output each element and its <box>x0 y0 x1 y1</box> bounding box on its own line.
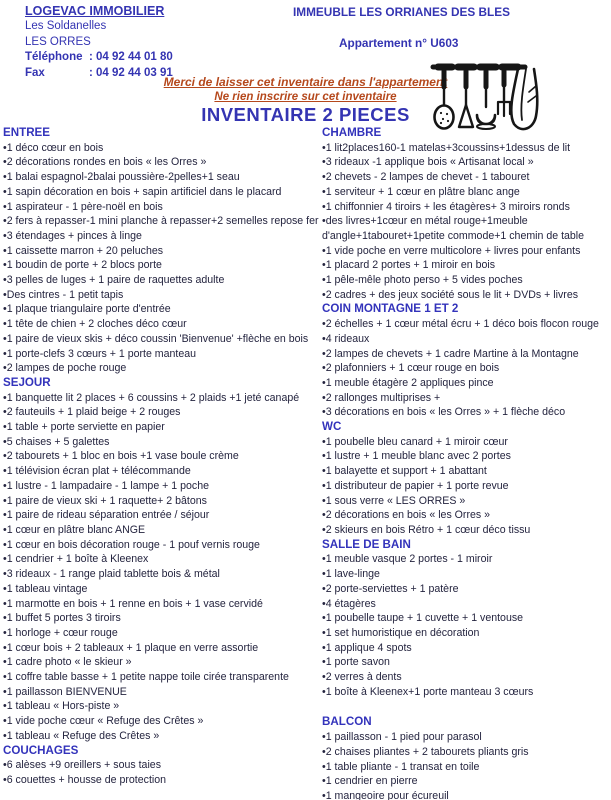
inventory-item: •1 paillasson - 1 pied pour parasol <box>322 731 482 744</box>
inventory-section <box>322 715 611 800</box>
inventory-item: •1 sapin décoration en bois + sapin artificiel dans le placard <box>3 185 282 198</box>
inventory-item: •1 placard 2 portes + 1 miroir en bois <box>322 259 496 272</box>
inventory-item: •1 caissette marron + 20 peluches <box>3 244 164 257</box>
address-line-2: LES ORRES <box>25 35 91 48</box>
inventory-item: •1 paire de rideau séparation entrée / séjour <box>3 509 210 522</box>
inventory-item: •4 étagères <box>322 597 376 610</box>
inventory-item: •2 lampes de chevets + 1 cadre Martine à la Montagne <box>322 347 579 360</box>
inventory-item: •1 paillasson BIENVENUE <box>3 685 127 698</box>
inventory-item: •1 lustre + 1 meuble blanc avec 2 portes <box>322 450 511 463</box>
inventory-item: •4 rideaux <box>322 332 370 345</box>
inventory-item: •1 applique 4 spots <box>322 641 412 654</box>
inventory-item: •1 distributeur de papier + 1 porte revue <box>322 479 509 492</box>
inventory-item: •3 rideaux - 1 range plaid tablette bois & métal <box>3 568 220 581</box>
building-name: IMMEUBLE LES ORRIANES DES BLES <box>293 5 510 19</box>
inventory-item: •1 meuble étagère 2 appliques pince <box>322 376 494 389</box>
inventory-item: •1 meuble vasque 2 portes - 1 miroir <box>322 553 493 566</box>
inventory-item: •1 cœur en plâtre blanc ANGE <box>3 523 146 536</box>
inventory-item: •1 chiffonnier 4 tiroirs + les étagères+ 3 miroirs ronds <box>322 200 570 213</box>
inventory-item: •1 paire de vieux skis + déco coussin 'Bienvenue' +flèche en bois <box>3 332 309 345</box>
address-line-1: Les Soldanelles <box>25 20 107 32</box>
inventory-item: •1 poubelle taupe + 1 cuvette + 1 ventouse <box>322 612 524 625</box>
inventory-item: •2 fers à repasser-1 mini planche à repasser+2 semelles repose fer <box>3 215 319 228</box>
inventory-item: •1 vide poche cœur « Refuge des Crêtes » <box>3 715 204 728</box>
inventory-item: •1 pêle-mêle photo perso + 5 vides poches <box>322 274 523 287</box>
page-title: INVENTAIRE 2 PIECES <box>201 104 410 125</box>
phone-label: Téléphone <box>25 51 83 63</box>
phone-line <box>25 50 173 66</box>
inventory-item: •2 fauteuils + 1 plaid beige + 2 rouges <box>3 406 181 419</box>
company-name: LOGEVAC IMMOBILIER <box>25 4 165 18</box>
inventory-item: •2 porte-serviettes + 1 patère <box>322 582 459 595</box>
inventory-section <box>322 302 611 420</box>
fax-value: : 04 92 44 03 91 <box>89 66 173 79</box>
inventory-item: •1 cœur en bois décoration rouge - 1 pouf vernis rouge <box>3 538 260 551</box>
inventory-item: •2 plafonniers + 1 cœur rouge en bois <box>322 362 500 375</box>
inventory-item: •1 porte-clefs 3 cœurs + 1 porte manteau <box>3 347 197 360</box>
inventory-item: •1 déco cœur en bois <box>3 141 104 154</box>
inventory-item: •2 verres à dents <box>322 671 402 684</box>
inventory-item: •5 chaises + 5 galettes <box>3 435 110 448</box>
inventory-item: •2 cadres + des jeux société sous le lit + DVDs + livres <box>322 288 579 301</box>
section-heading: WC <box>322 420 342 434</box>
inventory-item: •1 paire de vieux ski + 1 raquette+ 2 bâtons <box>3 494 207 507</box>
inventory-item: •1 serviteur + 1 cœur en plâtre blanc ange <box>322 185 520 198</box>
agency-header <box>25 3 173 81</box>
notice-line-1: Merci de laisser cet inventaire dans l'appartement <box>163 75 448 89</box>
notice-line-2: Ne rien inscrire sur cet inventaire <box>214 91 397 103</box>
section-heading: CHAMBRE <box>322 126 382 139</box>
inventory-section <box>322 538 611 700</box>
inventory-item: •1 poubelle bleu canard + 1 miroir cœur <box>322 435 508 448</box>
inventory-item: •1 cendrier + 1 boîte à Kleenex <box>3 553 149 566</box>
section-heading: ENTREE <box>3 126 51 139</box>
phone-value: : 04 92 44 01 80 <box>89 51 173 63</box>
inventory-item: •1 boîte à Kleenex+1 porte manteau 3 cœurs <box>322 685 534 698</box>
inventory-item: •1 télévision écran plat + télécommande <box>3 465 191 478</box>
inventory-section <box>322 126 611 302</box>
inventory-item: •1 vide poche en verre multicolore + livres pour enfants <box>322 244 581 257</box>
inventory-item: •1 banquette lit 2 places + 6 coussins + 2 plaids +1 jeté canapé <box>3 391 300 404</box>
inventory-item: •1 table + porte serviette en papier <box>3 421 165 434</box>
inventory-item: •1 coffre table basse + 1 petite nappe toile cirée transparente <box>3 671 289 684</box>
inventory-item: •1 set humoristique en décoration <box>322 626 480 639</box>
inventory-item: •1 lave-linge <box>322 568 380 581</box>
section-heading: SALLE DE BAIN <box>322 537 411 551</box>
inventory-section <box>3 744 320 788</box>
section-heading: COUCHAGES <box>3 743 79 757</box>
inventory-item: •1 cadre photo « le skieur » <box>3 656 132 669</box>
section-heading: SEJOUR <box>3 375 51 389</box>
inventory-section <box>322 420 611 538</box>
inventory-item: •1 tableau « Refuge des Crêtes » <box>3 729 160 742</box>
inventory-item: •Des cintres - 1 petit tapis <box>3 288 124 301</box>
inventory-item: •2 chevets - 2 lampes de chevet - 1 tabouret <box>322 171 530 184</box>
inventory-item: •1 lit2places160-1 matelas+3coussins+1dessus de lit <box>322 141 571 154</box>
inventory-item: •1 cendrier en pierre <box>322 775 418 788</box>
section-heading: COIN MONTAGNE 1 ET 2 <box>322 302 459 316</box>
inventory-section <box>3 376 320 744</box>
inventory-item: •1 lustre - 1 lampadaire - 1 lampe + 1 poche <box>3 479 209 492</box>
inventory-item: •2 décorations rondes en bois « les Orres » <box>3 156 207 169</box>
inventory-item: •2 rallonges multiprises + <box>322 391 441 404</box>
inventory-column-right <box>322 126 611 800</box>
apartment-number: Appartement n° U603 <box>339 36 459 50</box>
inventory-item: •2 skieurs en bois Rétro + 1 cœur déco tissu <box>322 523 531 536</box>
fax-label: Fax <box>25 66 45 79</box>
inventory-item: •2 échelles + 1 cœur métal écru + 1 déco bois flocon rouge <box>322 318 599 331</box>
inventory-item: •2 décorations en bois « les Orres » <box>322 509 490 522</box>
inventory-item: •6 alèses +9 oreillers + sous taies <box>3 759 161 772</box>
inventory-item: •1 boudin de porte + 2 blocs porte <box>3 259 162 272</box>
inventory-item: •6 couettes + housse de protection <box>3 773 167 786</box>
inventory-item: •1 balai espagnol-2balai poussière-2pelles+1 seau <box>3 171 240 184</box>
inventory-item: •des livres+1cœur en métal rouge+1meuble d'angle+1tabouret+1petite commode+1 chemin de table <box>322 215 585 242</box>
section-heading: BALCON <box>322 715 372 729</box>
inventory-item: •3 rideaux -1 applique bois « Artisanat local » <box>322 156 534 169</box>
inventory-item: •3 décorations en bois « les Orres » + 1 flèche déco <box>322 406 566 419</box>
inventory-item: •2 tabourets + 1 bloc en bois +1 vase boule crème <box>3 450 239 463</box>
inventory-item: •1 cœur bois + 2 tableaux + 1 plaque en verre assortie <box>3 641 259 654</box>
inventory-item: •1 sous verre « LES ORRES » <box>322 494 466 507</box>
inventory-item: •1 tableau « Hors-piste » <box>3 700 120 713</box>
inventory-item: •1 mangeoire pour écureuil <box>322 789 449 800</box>
inventory-item: •1 aspirateur - 1 père-noël en bois <box>3 200 163 213</box>
inventory-item: •1 porte savon <box>322 656 390 669</box>
inventory-item: •2 chaises pliantes + 2 tabourets pliants gris <box>322 745 529 758</box>
inventory-item: •1 tête de chien + 2 cloches déco cœur <box>3 318 187 331</box>
inventory-item: •3 pelles de luges + 1 paire de raquettes adulte <box>3 274 225 287</box>
inventory-item: •3 étendages + pinces à linge <box>3 229 142 242</box>
inventory-item: •2 lampes de poche rouge <box>3 362 127 375</box>
inventory-column-left <box>3 126 320 788</box>
inventory-item: •1 tableau vintage <box>3 582 88 595</box>
inventory-section <box>3 126 320 376</box>
inventory-item: •1 balayette et support + 1 abattant <box>322 465 487 478</box>
inventory-item: •1 horloge + cœur rouge <box>3 626 118 639</box>
inventory-item: •1 plaque triangulaire porte d'entrée <box>3 303 171 316</box>
inventory-item: •1 marmotte en bois + 1 renne en bois + 1 vase cervidé <box>3 597 263 610</box>
inventory-item: •1 table pliante - 1 transat en toile <box>322 760 480 773</box>
inventory-item: •1 buffet 5 portes 3 tiroirs <box>3 612 121 625</box>
